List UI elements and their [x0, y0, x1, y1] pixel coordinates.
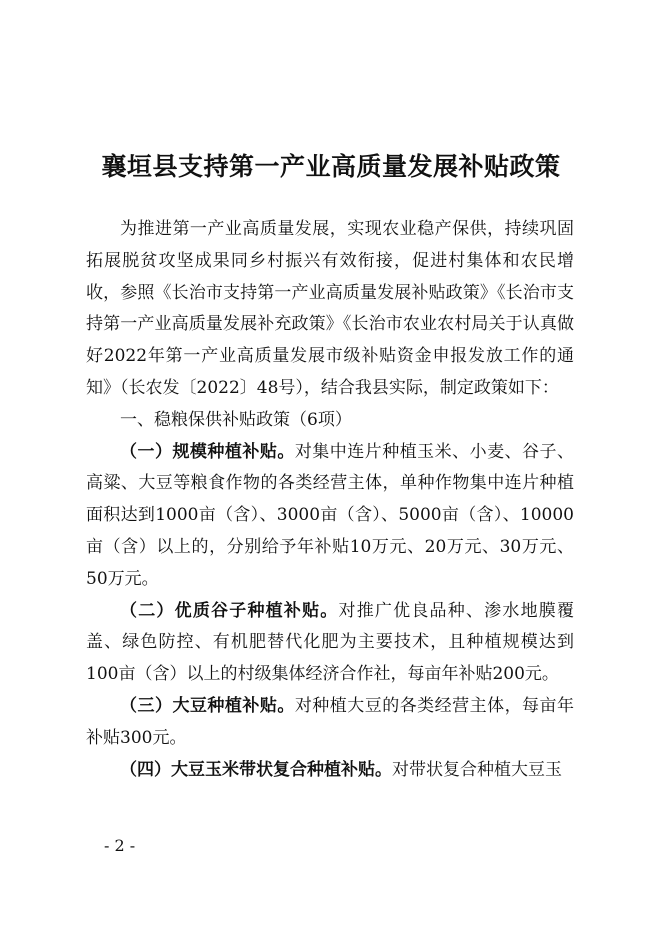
policy-item-millet-planting: [86, 596, 574, 691]
document-body: [86, 214, 574, 786]
policy-item-label: （一）规模种植补贴。: [120, 441, 295, 462]
policy-item-label: （三）大豆种植补贴。: [120, 695, 295, 716]
policy-item-text: 对带状复合种植大豆玉: [392, 759, 562, 780]
policy-item-text: 对集中连片种植玉米、小麦、谷子、高粱、大豆等粮食作物的各类经营主体，单种作物集中连片种植面积达到1000亩（含）、3000亩（含）、5000亩（含）、10000亩（含）以上的，分别给予年补贴10万元、20万元、30万元、50万元。: [86, 441, 575, 589]
policy-item-strip-intercropping: [86, 755, 574, 787]
policy-item-text: 对推广优良品种、渗水地膜覆盖、绿色防控、有机肥替代化肥为主要技术，且种植规模达到100亩（含）以上的村级集体经济合作社，每亩年补贴200元。: [86, 600, 574, 685]
page-number: - 2 -: [104, 836, 136, 855]
policy-item-text: 对种植大豆的各类经营主体，每亩年补贴300元。: [86, 695, 575, 748]
policy-item-soybean-planting: [86, 691, 574, 755]
policy-item-label: （二）优质谷子种植补贴。: [120, 600, 339, 621]
policy-item-label: （四）大豆玉米带状复合种植补贴。: [120, 759, 392, 780]
policy-item-scale-planting: [86, 437, 574, 596]
page-title: 襄垣县支持第一产业高质量发展补贴政策: [101, 152, 561, 181]
section-heading: 一、稳粮保供补贴政策（6项）: [120, 409, 352, 430]
intro-paragraph: 为推进第一产业高质量发展，实现农业稳产保供，持续巩固拓展脱贫攻坚成果同乡村振兴有效衔接，促进村集体和农民增收，参照《长治市支持第一产业高质量发展补贴政策》《长治市支持第一产业高质量发展补充政策》《长治市农业农村局关于认真做好2022年第一产业高质量发展市级补贴资金申报发放工作的通知》（长农发〔2022〕48号），结合我县实际，制定政策如下：: [86, 219, 574, 398]
